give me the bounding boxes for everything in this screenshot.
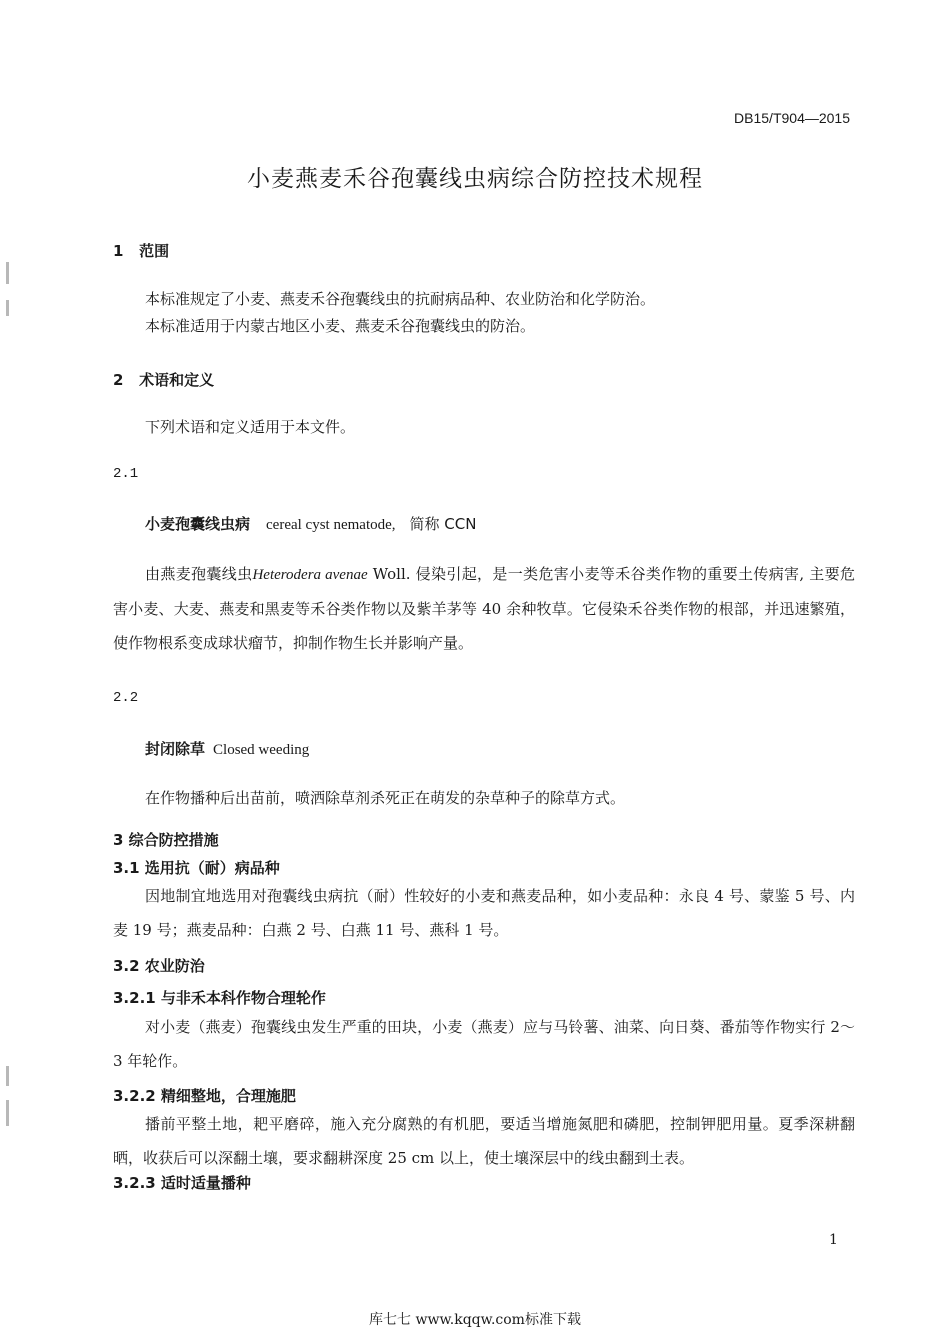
definition-paragraph: 由燕麦孢囊线虫Heterodera avenae Woll. 侵染引起，是一类危害小麦等禾谷类作物的重要土传病害, 主要危害小麦、大麦、燕麦和黑麦等禾谷类作物以及紫羊茅等 40 余种牧草。它侵染禾谷类作物的根部，并迅速繁殖，使作物根系变成球状瘤节，抑制作物生长并影响产量。: [113, 565, 855, 652]
paragraph: 因地制宜地选用对孢囊线虫病抗（耐）性较好的小麦和燕麦品种，如小麦品种：永良 4 号、蒙鉴 5 号、内麦 19 号；燕麦品种：白燕 2 号、白燕 11 号、燕科 1 号。: [113, 887, 855, 939]
paragraph: 对小麦（燕麦）孢囊线虫发生严重的田块，小麦（燕麦）应与马铃薯、油菜、向日葵、番茄等作物实行 2～3 年轮作。: [113, 1018, 855, 1070]
section-number: 1: [113, 242, 124, 260]
subsection-heading: 3.2 农业防治: [113, 957, 205, 975]
term-chinese: 小麦孢囊线虫病: [145, 515, 251, 533]
document-title: 小麦燕麦禾谷孢囊线虫病综合防控技术规程: [247, 166, 703, 192]
term-entry: [145, 738, 309, 759]
paragraph: 下列术语和定义适用于本文件。: [145, 418, 356, 436]
term-entry: [145, 513, 476, 534]
species-name: Heterodera avenae: [252, 567, 368, 583]
scan-mark: [6, 300, 9, 316]
scan-mark: [6, 262, 9, 284]
term-english: cereal cyst nematode,: [266, 517, 396, 533]
section-title: 范围: [139, 242, 170, 260]
section-heading: [113, 240, 169, 261]
scan-mark: [6, 1100, 9, 1126]
subsection-heading: 3.2.1 与非禾本科作物合理轮作: [113, 989, 326, 1007]
section-heading: [113, 369, 214, 390]
term-english: Closed weeding: [213, 742, 310, 758]
paragraph: 本标准适用于内蒙古地区小麦、燕麦禾谷孢囊线虫的防治。: [145, 317, 536, 335]
definition-paragraph: 在作物播种后出苗前，喷洒除草剂杀死正在萌发的杂草种子的除草方式。: [145, 789, 626, 807]
term-chinese: 封闭除草: [145, 740, 206, 758]
subsection-heading: 3.2.2 精细整地，合理施肥: [113, 1087, 296, 1105]
footer-watermark: 库七七 www.kqqw.com标准下载: [369, 1312, 581, 1328]
document-code: DB15/T904—2015: [734, 110, 850, 126]
paragraph: 本标准规定了小麦、燕麦禾谷孢囊线虫的抗耐病品种、农业防治和化学防治。: [145, 290, 656, 308]
term-abbreviation: 简称 CCN: [409, 515, 477, 533]
section-title: 术语和定义: [139, 371, 215, 389]
section-number: 2: [113, 371, 124, 389]
page-number: 1: [829, 1232, 838, 1248]
paragraph: 播前平整土地，耙平磨碎，施入充分腐熟的有机肥，要适当增施氮肥和磷肥，控制钾肥用量。夏季深耕翻晒，收获后可以深翻土壤，要求翻耕深度 25 cm 以上，使土壤深层中的线虫翻到土表。: [113, 1115, 855, 1167]
scan-mark: [6, 1066, 9, 1086]
clause-number: 2.1: [113, 466, 139, 482]
subsection-heading: 3.1 选用抗（耐）病品种: [113, 859, 280, 877]
section-heading: 3 综合防控措施: [113, 831, 219, 849]
subsection-heading: 3.2.3 适时适量播种: [113, 1174, 251, 1192]
clause-number: 2.2: [113, 690, 139, 706]
